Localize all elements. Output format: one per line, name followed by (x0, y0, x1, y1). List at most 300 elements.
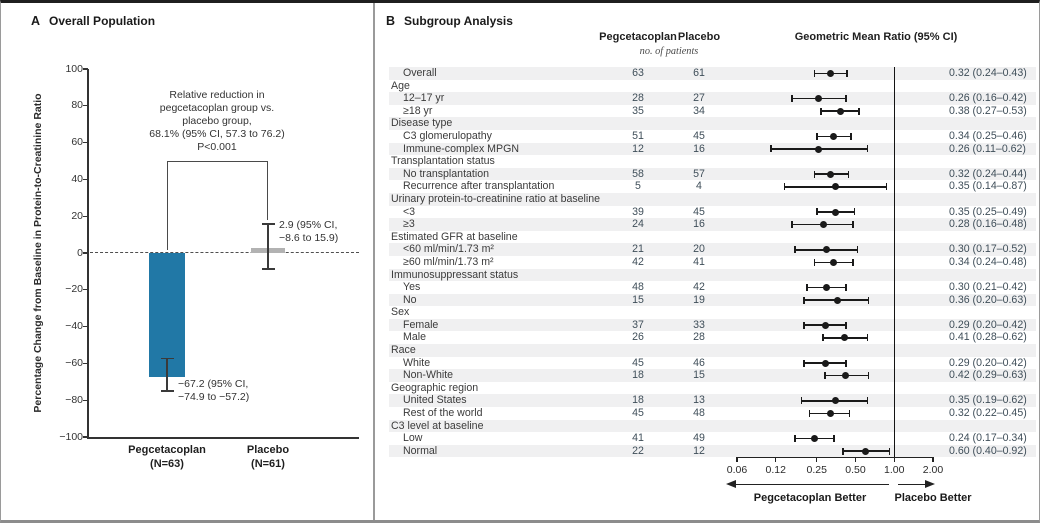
forest-plot-cell (731, 256, 946, 269)
column-subheader-no-of-patients: no. of patients (639, 46, 699, 57)
placebo-n: 42 (693, 281, 705, 294)
placebo-n: 48 (693, 407, 705, 420)
pegcetacoplan-n: 41 (632, 432, 644, 445)
subgroup-row (389, 294, 1036, 307)
gmr-ci-value: 0.26 (0.11–0.62) (949, 142, 1026, 155)
ci-cap-left (791, 95, 793, 102)
bar-chart (1, 3, 373, 523)
comparison-bracket-right (267, 161, 268, 220)
pegcetacoplan-n: 28 (632, 92, 644, 105)
subgroup-label: Sex (391, 306, 410, 319)
pegcetacoplan-n: 39 (632, 205, 644, 218)
placebo-n: 57 (693, 167, 705, 180)
forest-plot-cell (731, 243, 946, 256)
forest-plot-cell (731, 231, 946, 244)
y-axis-tick-label: 40 (71, 172, 83, 185)
subgroup-label: Recurrence after transplantation (403, 180, 555, 193)
reference-line-1 (894, 67, 896, 458)
ci-cap-left (770, 145, 772, 152)
gmr-ci-value (946, 231, 1036, 244)
subgroup-label: Transplantation status (391, 155, 495, 168)
y-axis-tick-label: −60 (65, 356, 83, 369)
gmr-ci-value: 0.30 (0.17–0.52) (949, 243, 1027, 256)
forest-plot-cell (731, 407, 946, 420)
subgroup-label: ≥60 ml/min/1.73 m² (403, 255, 494, 268)
y-axis-title: Percentage Change from Baseline in Protein-to-Creatinine Ratio (32, 93, 44, 413)
subgroup-category-row (389, 269, 1036, 282)
subgroup-row (389, 243, 1036, 256)
subgroup-category-row (389, 193, 1036, 206)
ci-cap-left (814, 259, 816, 266)
placebo-better-label: Placebo Better (894, 492, 972, 504)
gmr-ci-value: 0.34 (0.24–0.48) (949, 255, 1027, 268)
point-estimate-dot (823, 246, 830, 253)
subgroup-label: Age (391, 79, 410, 92)
pegcetacoplan-n: 22 (632, 444, 644, 457)
forest-plot-cell (731, 394, 946, 407)
ci-cap-left (803, 297, 805, 304)
pegcetacoplan-n: 18 (632, 394, 644, 407)
subgroup-category-row (389, 117, 1036, 130)
ci-cap-left (806, 284, 808, 291)
ci-cap-right (845, 360, 847, 367)
x-axis-tick (775, 457, 776, 462)
x-axis-line (737, 457, 934, 459)
gmr-ci-value: 0.41 (0.28–0.62) (949, 331, 1027, 344)
subgroup-label: Male (403, 331, 426, 344)
gmr-ci-value: 0.26 (0.16–0.42) (949, 92, 1027, 105)
placebo-n (667, 306, 731, 319)
forest-plot-cell (731, 306, 946, 319)
ci-cap-right (845, 95, 847, 102)
pegcetacoplan-n: 26 (632, 331, 644, 344)
placebo-n: 49 (693, 432, 705, 445)
ci-cap-left (816, 208, 818, 215)
subgroup-label: Immune-complex MPGN (403, 142, 519, 155)
panel-a (1, 3, 373, 520)
forest-plot-cell (731, 117, 946, 130)
placebo-n (667, 420, 731, 433)
ci-cap-right (833, 435, 835, 442)
pegcetacoplan-n: 24 (632, 218, 644, 231)
gmr-ci-value (946, 155, 1036, 168)
panel-a-letter: A (31, 14, 41, 28)
ci-cap-right (850, 133, 852, 140)
point-estimate-dot (827, 171, 834, 178)
pegcetacoplan-n: 48 (632, 281, 644, 294)
ci-cap-right (867, 397, 869, 404)
panel-b-title-text: Subgroup Analysis (404, 14, 513, 28)
subgroup-category-row (389, 420, 1036, 433)
y-axis-tick-label: 20 (71, 209, 83, 222)
point-estimate-dot (820, 221, 827, 228)
subgroup-row (389, 67, 1036, 80)
subgroup-row (389, 218, 1036, 231)
placebo-n (667, 231, 731, 244)
annotation-line: pegcetacoplan group vs. (159, 102, 275, 114)
ci-cap-left (803, 360, 805, 367)
gmr-ci-value (946, 420, 1036, 433)
ci-cap-right (886, 183, 888, 190)
left-arrow-head-icon (726, 480, 736, 488)
x-axis-tick-label: 1.00 (884, 464, 905, 476)
subgroup-row (389, 281, 1036, 294)
error-bar-line (267, 224, 269, 269)
forest-plot-cell (731, 357, 946, 370)
subgroup-label: Geographic region (391, 381, 479, 394)
annotation-line: 2.9 (95% CI, (279, 219, 338, 231)
subgroup-category-row (389, 344, 1036, 357)
subgroup-label: Yes (403, 281, 421, 294)
placebo-n (667, 344, 731, 357)
pegcetacoplan-n: 51 (632, 129, 644, 142)
subgroup-row (389, 369, 1036, 382)
point-estimate-dot (830, 133, 837, 140)
subgroup-row (389, 407, 1036, 420)
subgroup-label: Normal (403, 444, 438, 457)
ci-cap-left (814, 70, 816, 77)
ci-cap-left (794, 246, 796, 253)
subgroup-label: Race (391, 344, 416, 357)
y-axis-tick-label: 0 (77, 246, 83, 259)
placebo-n: 4 (696, 180, 702, 193)
forest-plot-cell (731, 269, 946, 282)
ci-cap-left (809, 410, 811, 417)
zero-baseline (90, 252, 359, 253)
subgroup-label: ≥18 yr (403, 104, 433, 117)
subgroup-label: Immunosuppressant status (391, 268, 519, 281)
pegcetacoplan-n: 35 (632, 104, 644, 117)
panel-b (374, 3, 1039, 520)
gmr-ci-value (946, 80, 1036, 93)
point-estimate-dot (827, 410, 834, 417)
pegcetacoplan-n (609, 344, 667, 357)
subgroup-row (389, 319, 1036, 332)
ci-cap-right (889, 448, 891, 455)
ci-cap-right (848, 171, 850, 178)
y-axis-tick-label: 100 (65, 62, 83, 75)
subgroup-label: 12–17 yr (403, 92, 445, 105)
right-arrow-line (898, 484, 925, 486)
bar-value-annotation (279, 219, 338, 245)
subgroup-row (389, 394, 1036, 407)
pegcetacoplan-n (609, 269, 667, 282)
gmr-ci-value: 0.24 (0.17–0.34) (949, 432, 1027, 445)
forest-plot-cell (731, 168, 946, 181)
subgroup-row (389, 92, 1036, 105)
gmr-ci-value: 0.34 (0.25–0.46) (949, 129, 1027, 142)
x-axis-tick (932, 457, 933, 462)
forest-plot-cell (731, 331, 946, 344)
forest-plot-cell (731, 193, 946, 206)
pegcetacoplan-n: 45 (632, 407, 644, 420)
gmr-ci-value: 0.35 (0.25–0.49) (949, 205, 1027, 218)
annotation-line: P<0.001 (197, 141, 237, 153)
pegcetacoplan-n (609, 117, 667, 130)
pegcetacoplan-n: 37 (632, 318, 644, 331)
placebo-n: 45 (693, 205, 705, 218)
pegcetacoplan-n (609, 155, 667, 168)
column-header-placebo: Placebo (677, 31, 721, 43)
placebo-n: 19 (693, 293, 705, 306)
placebo-n (667, 117, 731, 130)
forest-plot-cell (731, 130, 946, 143)
placebo-n: 28 (693, 331, 705, 344)
subgroup-category-row (389, 306, 1036, 319)
y-axis-line (87, 69, 89, 437)
gmr-ci-value (946, 117, 1036, 130)
gmr-ci-value: 0.29 (0.20–0.42) (949, 318, 1027, 331)
y-axis-tick-label: 60 (71, 136, 83, 149)
forest-plot-cell (731, 319, 946, 332)
point-estimate-dot (832, 183, 839, 190)
annotation-line: 68.1% (95% CI, 57.3 to 76.2) (149, 128, 285, 140)
pegcetacoplan-n: 12 (632, 142, 644, 155)
ci-cap-right (845, 284, 847, 291)
x-axis-tick (855, 457, 856, 462)
pegcetacoplan-n: 63 (632, 67, 644, 79)
annotation-line: −67.2 (95% CI, (178, 378, 249, 390)
ci-cap-right (867, 145, 869, 152)
placebo-n: 45 (693, 129, 705, 142)
ci-cap-right (854, 208, 856, 215)
subgroup-label: Estimated GFR at baseline (391, 230, 518, 243)
subgroup-row (389, 206, 1036, 219)
forest-plot-cell (731, 80, 946, 93)
ci-cap-right (852, 221, 854, 228)
panel-b-letter: B (386, 14, 396, 28)
subgroup-row (389, 143, 1036, 156)
subgroup-row (389, 105, 1036, 118)
point-estimate-dot (827, 70, 834, 77)
y-axis-tick-label: −20 (65, 283, 83, 296)
y-axis-tick-label: −80 (65, 393, 83, 406)
x-axis-tick-label: 0.12 (765, 464, 786, 476)
subgroup-label: <3 (403, 205, 416, 218)
ci-cap-left (803, 322, 805, 329)
x-axis-tick (894, 457, 895, 462)
x-axis-tick (736, 457, 737, 462)
forest-plot-cell (731, 445, 946, 458)
panel-a-title-text: Overall Population (49, 14, 156, 28)
forest-plot-cell (731, 382, 946, 395)
pegcetacoplan-n: 5 (635, 180, 641, 193)
subgroup-label: <60 ml/min/1.73 m² (403, 243, 494, 256)
comparison-bracket-top (167, 161, 268, 162)
ci-cap-right (846, 70, 848, 77)
forest-plot-cell (731, 218, 946, 231)
placebo-n: 34 (693, 104, 705, 117)
subgroup-category-row (389, 80, 1036, 93)
pegcetacoplan-n (609, 382, 667, 395)
error-bar-cap-top (262, 223, 275, 225)
category-n: (N=63) (150, 457, 184, 470)
subgroup-label: United States (403, 394, 467, 407)
y-axis-tick-label: 80 (71, 99, 83, 112)
gmr-ci-value: 0.29 (0.20–0.42) (949, 356, 1027, 369)
subgroup-category-row (389, 382, 1036, 395)
annotation-line: −8.6 to 15.9) (279, 232, 339, 244)
y-axis-tick-label: −100 (59, 430, 83, 443)
forest-plot-cell (731, 369, 946, 382)
point-estimate-dot (822, 360, 829, 367)
bar-value-annotation (178, 378, 249, 404)
placebo-n: 46 (693, 356, 705, 369)
ci-cap-left (791, 221, 793, 228)
category-name: Pegcetacoplan (128, 444, 206, 456)
forest-plot-cell (731, 155, 946, 168)
ci-cap-left (822, 334, 824, 341)
placebo-n: 41 (693, 255, 705, 268)
forest-plot-cell (731, 420, 946, 433)
placebo-n: 61 (693, 67, 705, 79)
placebo-n: 12 (693, 444, 705, 457)
pegcetacoplan-n: 15 (632, 293, 644, 306)
gmr-ci-value: 0.28 (0.16–0.48) (949, 218, 1027, 231)
y-axis-tick-label: −40 (65, 320, 83, 333)
gmr-ci-value (946, 269, 1036, 282)
subgroup-label: Disease type (391, 117, 453, 130)
ci-cap-left (842, 448, 844, 455)
pegcetacoplan-n (609, 231, 667, 244)
gmr-ci-value (946, 344, 1036, 357)
subgroup-label: Low (403, 432, 423, 445)
placebo-n: 20 (693, 243, 705, 256)
x-axis-line (87, 437, 359, 439)
placebo-n: 16 (693, 142, 705, 155)
gmr-ci-value (946, 193, 1036, 206)
annotation-line: placebo group, (182, 115, 252, 127)
error-bar-cap-top (161, 358, 174, 360)
pegcetacoplan-n (609, 420, 667, 433)
pegcetacoplan-n: 42 (632, 255, 644, 268)
subgroup-label: Non-White (403, 369, 454, 382)
x-category-label (198, 444, 338, 471)
placebo-n (667, 269, 731, 282)
subgroup-row (389, 445, 1036, 458)
x-axis-tick-label: 0.50 (845, 464, 866, 476)
placebo-n: 15 (693, 369, 705, 382)
placebo-n (667, 155, 731, 168)
point-estimate-dot (842, 372, 849, 379)
placebo-n (667, 382, 731, 395)
gmr-ci-value: 0.35 (0.14–0.87) (949, 180, 1027, 193)
subgroup-label: Rest of the world (403, 407, 483, 420)
forest-plot-cell (731, 206, 946, 219)
point-estimate-dot (841, 334, 848, 341)
column-header-pegcetacoplan: Pegcetacoplan (599, 31, 677, 43)
error-bar-cap-bottom (161, 390, 174, 392)
subgroup-row (389, 331, 1036, 344)
category-name: Placebo (246, 444, 290, 456)
subgroup-label: Urinary protein-to-creatinine ratio at baseline (391, 192, 601, 205)
forest-plot-cell (731, 92, 946, 105)
gmr-ci-value (946, 306, 1036, 319)
right-arrow-head-icon (925, 480, 935, 488)
subgroup-row (389, 357, 1036, 370)
category-n: (N=61) (251, 457, 285, 470)
pegcetacoplan-n: 18 (632, 369, 644, 382)
subgroup-label: C3 glomerulopathy (403, 129, 492, 142)
placebo-n: 27 (693, 92, 705, 105)
pegcetacoplan-n (609, 193, 667, 206)
forest-plot-cell (731, 67, 946, 80)
pegcetacoplan-better-label: Pegcetacoplan Better (753, 492, 867, 504)
subgroup-category-row (389, 155, 1036, 168)
forest-plot-cell (731, 105, 946, 118)
point-estimate-dot (834, 297, 841, 304)
gmr-ci-value: 0.35 (0.19–0.62) (949, 394, 1027, 407)
subgroup-label: Female (403, 318, 439, 331)
point-estimate-dot (823, 284, 830, 291)
forest-table (389, 67, 1036, 457)
subgroup-label: Overall (403, 67, 437, 79)
ci-cap-right (852, 259, 854, 266)
subgroup-row (389, 130, 1036, 143)
ci-cap-right (868, 372, 870, 379)
subgroup-row (389, 180, 1036, 193)
gmr-ci-value: 0.32 (0.22–0.45) (949, 407, 1027, 420)
placebo-n: 16 (693, 218, 705, 231)
error-bar-cap-bottom (262, 268, 275, 270)
subgroup-row (389, 432, 1036, 445)
point-estimate-dot (832, 209, 839, 216)
pegcetacoplan-n: 58 (632, 167, 644, 180)
point-estimate-dot (815, 95, 822, 102)
placebo-n (667, 80, 731, 93)
x-axis-tick-label: 2.00 (922, 464, 944, 476)
ci-cap-left (820, 108, 822, 115)
placebo-n: 33 (693, 318, 705, 331)
ci-cap-left (824, 372, 826, 379)
subgroup-label: C3 level at baseline (391, 419, 484, 432)
subgroup-label: No transplantation (403, 167, 489, 180)
ci-cap-left (784, 183, 786, 190)
x-axis-tick-label: 0.06 (726, 464, 748, 476)
ci-cap-right (857, 246, 859, 253)
x-axis-tick (816, 457, 817, 462)
ci-cap-right (849, 410, 851, 417)
ci-cap-right (867, 334, 869, 341)
ci-cap-left (814, 171, 816, 178)
gmr-ci-value: 0.36 (0.20–0.63) (949, 293, 1027, 306)
pegcetacoplan-n: 21 (632, 243, 644, 256)
panel-b-title (386, 14, 513, 28)
ci-cap-right (845, 322, 847, 329)
pegcetacoplan-n (609, 80, 667, 93)
subgroup-label: ≥3 (403, 218, 415, 231)
forest-plot-cell (731, 143, 946, 156)
gmr-ci-value: 0.32 (0.24–0.43) (949, 67, 1027, 79)
point-estimate-dot (822, 322, 829, 329)
gmr-ci-value: 0.32 (0.24–0.44) (949, 167, 1027, 180)
subgroup-label: No (403, 293, 417, 306)
left-arrow-line (736, 484, 889, 486)
annotation-line: −74.9 to −57.2) (178, 391, 250, 403)
ci-cap-left (794, 435, 796, 442)
relative-reduction-annotation (117, 89, 317, 154)
point-estimate-dot (815, 146, 822, 153)
placebo-n: 13 (693, 394, 705, 407)
subgroup-label: White (403, 356, 431, 369)
gmr-ci-value: 0.60 (0.40–0.92) (949, 444, 1027, 457)
point-estimate-dot (862, 448, 869, 455)
point-estimate-dot (830, 259, 837, 266)
point-estimate-dot (811, 435, 818, 442)
gmr-ci-value: 0.38 (0.27–0.53) (949, 104, 1027, 117)
gmr-ci-value (946, 382, 1036, 395)
ci-cap-left (801, 397, 803, 404)
